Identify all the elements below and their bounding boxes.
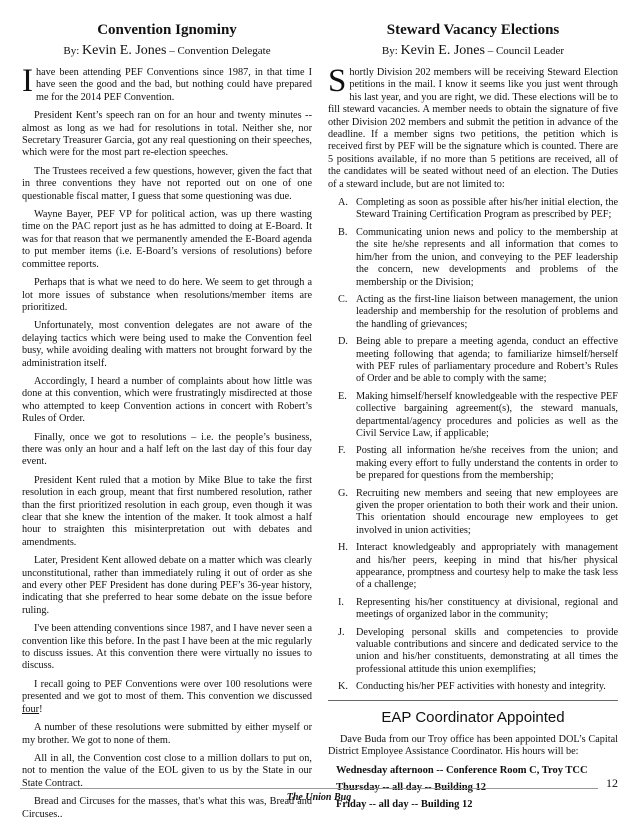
article-title: Steward Vacancy Elections [386, 22, 560, 38]
by-prefix: By: [381, 45, 398, 57]
paragraph: Shortly Division 202 members will be receiving Steward Election petitions in the mail. I know it seems like you just went through his last year, and you are right, we did. These elections will be to fill steward vacancies. A member needs to obtain the signature of five other Division 202 members and submit the petition in advance of the deadline. If a member signs two petitions, the petition which is received first by PEF will be the signature which is counted. There are 5 positions available, if no more than 5 petitions are received, all of the candidates will be seated without need of an election. The Duties of a steward include, but are not limited to: [328, 63, 618, 190]
drop-cap: I [22, 63, 33, 99]
list-item: K. Conducting his/her PEF activities with honesty and integrity. [338, 681, 606, 693]
hours-line: Wednesday afternoon -- Conference Room C, Troy TCC [336, 764, 588, 776]
eap-title: EAP Coordinator Appointed [381, 708, 565, 726]
paragraph: I recall going to PEF Conventions were over 100 resolutions were presented and we got to most of them. This convention we discussed four! [22, 678, 312, 715]
list-item: H. Interact knowledgeably and appropriately with management and his/her peers, keeping in mind that his/her physical appearance, promptness and courtesy help to make the task less of a challenge; [338, 542, 618, 591]
paragraph: Unfortunately, most convention delegates are not aware of the delaying tactics which were being used to make the Convention feel busy, while avoiding dealing with matters not brought forward by the administration itself. [22, 320, 312, 369]
paragraph: Dave Buda from our Troy office has been appointed DOL’s Capital District Employee Assistance Coordinator. His hours will be: [328, 733, 618, 758]
list-item: D. Being able to prepare a meeting agenda, conduct an effective meeting following that agenda; to familiarize himself/herself with PEF rules of parliamentary procedure and Robert’s Rules of Order and be able to comply with the same; [338, 336, 618, 385]
publication-name: The Union Bug [286, 792, 352, 803]
divider [328, 700, 618, 701]
list-item: B. Communicating union news and policy to the membership at the site he/she represents and all information that comes to him/her from the union, and conveying to the PEF leadership the concern, new developments and problems of the membership or the Division; [338, 226, 618, 288]
paragraph: I have been attending PEF Conventions since 1987, in that time I have seen the good and the bad, but nothing could have prepared me for the 2014 PEF Convention. [22, 63, 312, 103]
list-item: C. Acting as the first-line liaison between management, the union leadership and membership for the resolution of problems and the handling of grievances; [338, 293, 618, 330]
article-steward-vacancy [328, 22, 618, 816]
list-item: I. Representing his/her constituency at divisional, regional and meetings of organized labor in the community; [338, 596, 618, 621]
hours-line: Thursday -- all day -- Building 12 [336, 781, 486, 793]
author-role: – Convention Delegate [166, 45, 271, 57]
hours-line: Friday -- all day -- Building 12 [336, 798, 473, 810]
article-convention-ignominy [22, 22, 312, 827]
byline [22, 43, 312, 59]
author-role: – Council Leader [484, 45, 565, 57]
paragraph: Wayne Bayer, PEF VP for political action, was up there wasting time on the PAC report just as he has admitted to doing at E-Board. It was for that reason that we permanently amended the E-Board agenda to put member items (i.e. E-Board’s versions of resolutions) before committee reports. [22, 209, 312, 270]
paragraph: Later, President Kent allowed debate on a matter which was clearly unconstitutional, rather than immediately ruling it out of order as she and every other PEF President has done during PEF’s 36-year history, indicating that she preferred to hear some debate on the issue before ruling. [22, 555, 312, 616]
list-item: G. Recruiting new members and seeing that new employees are given the proper orientation to both their work and their union. This orientation should encourage new employees to get involved in union activities; [338, 487, 618, 536]
paragraph: Accordingly, I heard a number of complaints about how little was done at this convention, which were frustratingly misdirected at those who attempted to keep Convention actions in concert with Robert’s Rules of Order. [22, 375, 312, 425]
paragraph: The Trustees received a few questions, however, given the fact that in three conventions they have not reported out on one of one questionable fiscal matter, I guess that some questioning was due. [22, 165, 312, 202]
paragraph: A number of these resolutions were submitted by either myself or my brother. We got to none of them. [22, 722, 312, 746]
byline [328, 43, 618, 59]
underlined-word: four [22, 703, 40, 715]
author-name: Kevin E. Jones [400, 43, 485, 58]
paragraph: Bread and Circuses for the masses, that's what this was, Bread and Circuses.. [22, 796, 312, 820]
article-title: Convention Ignominy [97, 22, 237, 38]
by-prefix: By: [63, 45, 80, 57]
paragraph: President Kent’s speech ran on for an hour and twenty minutes -- almost as long as we had for resolutions in total. Neither she, nor Secretary Treasurer Garcia, got any real questioning on their speeches, which were for the most part re-election speeches. [22, 110, 312, 159]
paragraph: Perhaps that is what we need to do here. We seem to get through a lot more issues of substance when resolutions/member items are prioritized. [22, 277, 312, 313]
paragraph: All in all, the Convention cost close to a million dollars to put on, not to mention the value of the EOL given to us by the State in our State Contract. [22, 752, 312, 789]
page-number: 12 [606, 776, 618, 790]
paragraph: I've been attending conventions since 1987, and I have never seen a convention like this before. In the past I have been at the mic regularly to discuss issues. At this convention there were virtually no issues to discuss. [22, 623, 312, 672]
drop-cap: S [328, 63, 347, 99]
duties-list [328, 197, 618, 694]
author-name: Kevin E. Jones [82, 43, 167, 58]
paragraph: President Kent ruled that a motion by Mike Blue to take the first resolution in each group, meant that first numbered resolution, rather than the first prioritized resolution in each group, even though it was clear that she knew the intention of the maker. It took almost a half hour to straighten this misinterpretation out with debates and amendments. [22, 474, 312, 548]
list-item: A. Completing as soon as possible after his/her initial election, the Steward Training Certification Program as prescribed by PEF; [338, 197, 618, 221]
list-item: J. Developing personal skills and competencies to provide valuable contributions and sincere and dedicated service to the union and his/her constituents, demonstrating at all times the professional attitude this union exemplifies; [338, 626, 618, 675]
list-item: E. Making himself/herself knowledgeable with the respective PEF collective bargaining agreement(s), the steward manuals, departmental/agency procedures and policies as well as the Civil Service Law, if applicable; [338, 390, 618, 439]
footer-rule [20, 788, 598, 789]
list-item: F. Posting all information he/she receives from the union; and making every effort to fully understand the contents in order to be prepared for questions from the membership; [338, 445, 618, 482]
paragraph: Finally, once we got to resolutions – i.e. the people’s business, there was only an hour and a half left on the last day of this four day event. [22, 431, 312, 468]
